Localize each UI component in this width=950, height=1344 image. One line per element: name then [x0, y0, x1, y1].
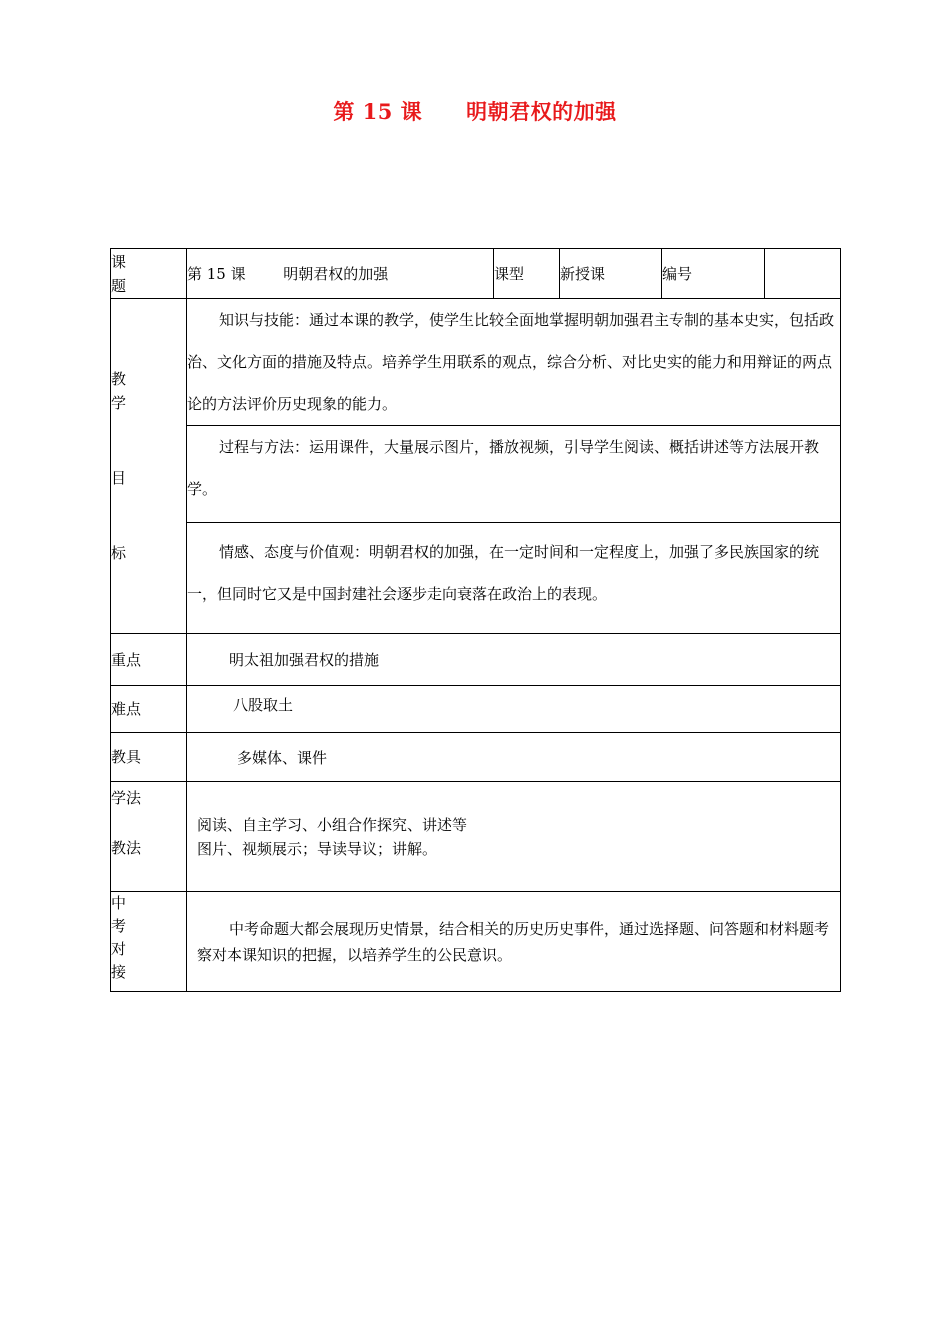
- header-row: [111, 249, 841, 299]
- key-point-value: 明太祖加强君权的措施: [187, 634, 841, 686]
- objective-process: 过程与方法：运用课件，大量展示图片，播放视频，引导学生阅读、概括讲述等方法展开教学。: [187, 426, 841, 523]
- lesson-plan-table: [110, 248, 841, 992]
- title-lesson-name: 明朝君权的加强: [466, 99, 617, 124]
- topic-number: 第 15 课: [187, 265, 246, 283]
- methods-value: [187, 782, 841, 892]
- key-point-label: 重点: [111, 634, 187, 686]
- methods-row: [111, 782, 841, 892]
- type-value: 新授课: [560, 249, 662, 299]
- key-point-row: [111, 634, 841, 686]
- topic-name: 明朝君权的加强: [283, 265, 389, 283]
- number-label: 编号: [662, 249, 765, 299]
- tools-label: 教具: [111, 733, 187, 782]
- objective-knowledge-row: [111, 299, 841, 426]
- difficulty-value: 八股取土: [187, 686, 841, 733]
- tools-value: 多媒体、课件: [187, 733, 841, 782]
- tools-row: [111, 733, 841, 782]
- objective-knowledge: 知识与技能：通过本课的教学，使学生比较全面地掌握明朝加强君主专制的基本史实，包括政治、文化方面的措施及特点。培养学生用联系的观点，综合分析、对比史实的能力和用辩证的两点论的方法评价历史现象的能力。: [187, 299, 841, 426]
- study-methods: 阅读、自主学习、小组合作探究、讲述等: [197, 815, 468, 834]
- exam-label: 中 考 对 接: [111, 892, 187, 992]
- objectives-label: 教 学 目 标: [111, 299, 187, 634]
- teaching-methods: 图片、视频展示；导读导议；讲解。: [197, 839, 438, 858]
- objective-emotion-row: [111, 523, 841, 634]
- topic-cell: [187, 249, 494, 299]
- objective-emotion: 情感、态度与价值观：明朝君权的加强，在一定时间和一定程度上，加强了多民族国家的统一，但同时它又是中国封建社会逐步走向衰落在政治上的表现。: [187, 523, 841, 634]
- number-value: [765, 249, 841, 299]
- type-label: 课型: [494, 249, 560, 299]
- methods-label: 学法 教法: [111, 782, 187, 892]
- difficulty-row: [111, 686, 841, 733]
- difficulty-label: 难点: [111, 686, 187, 733]
- page-title: [0, 96, 950, 126]
- exam-value: 中考命题大都会展现历史情景，结合相关的历史历史事件，通过选择题、问答题和材料题考察对本课知识的把握，以培养学生的公民意识。: [187, 892, 841, 992]
- title-lesson-number: 第 15 课: [333, 99, 423, 124]
- objective-process-row: [111, 426, 841, 523]
- exam-row: [111, 892, 841, 992]
- topic-label: 课 题: [111, 249, 187, 299]
